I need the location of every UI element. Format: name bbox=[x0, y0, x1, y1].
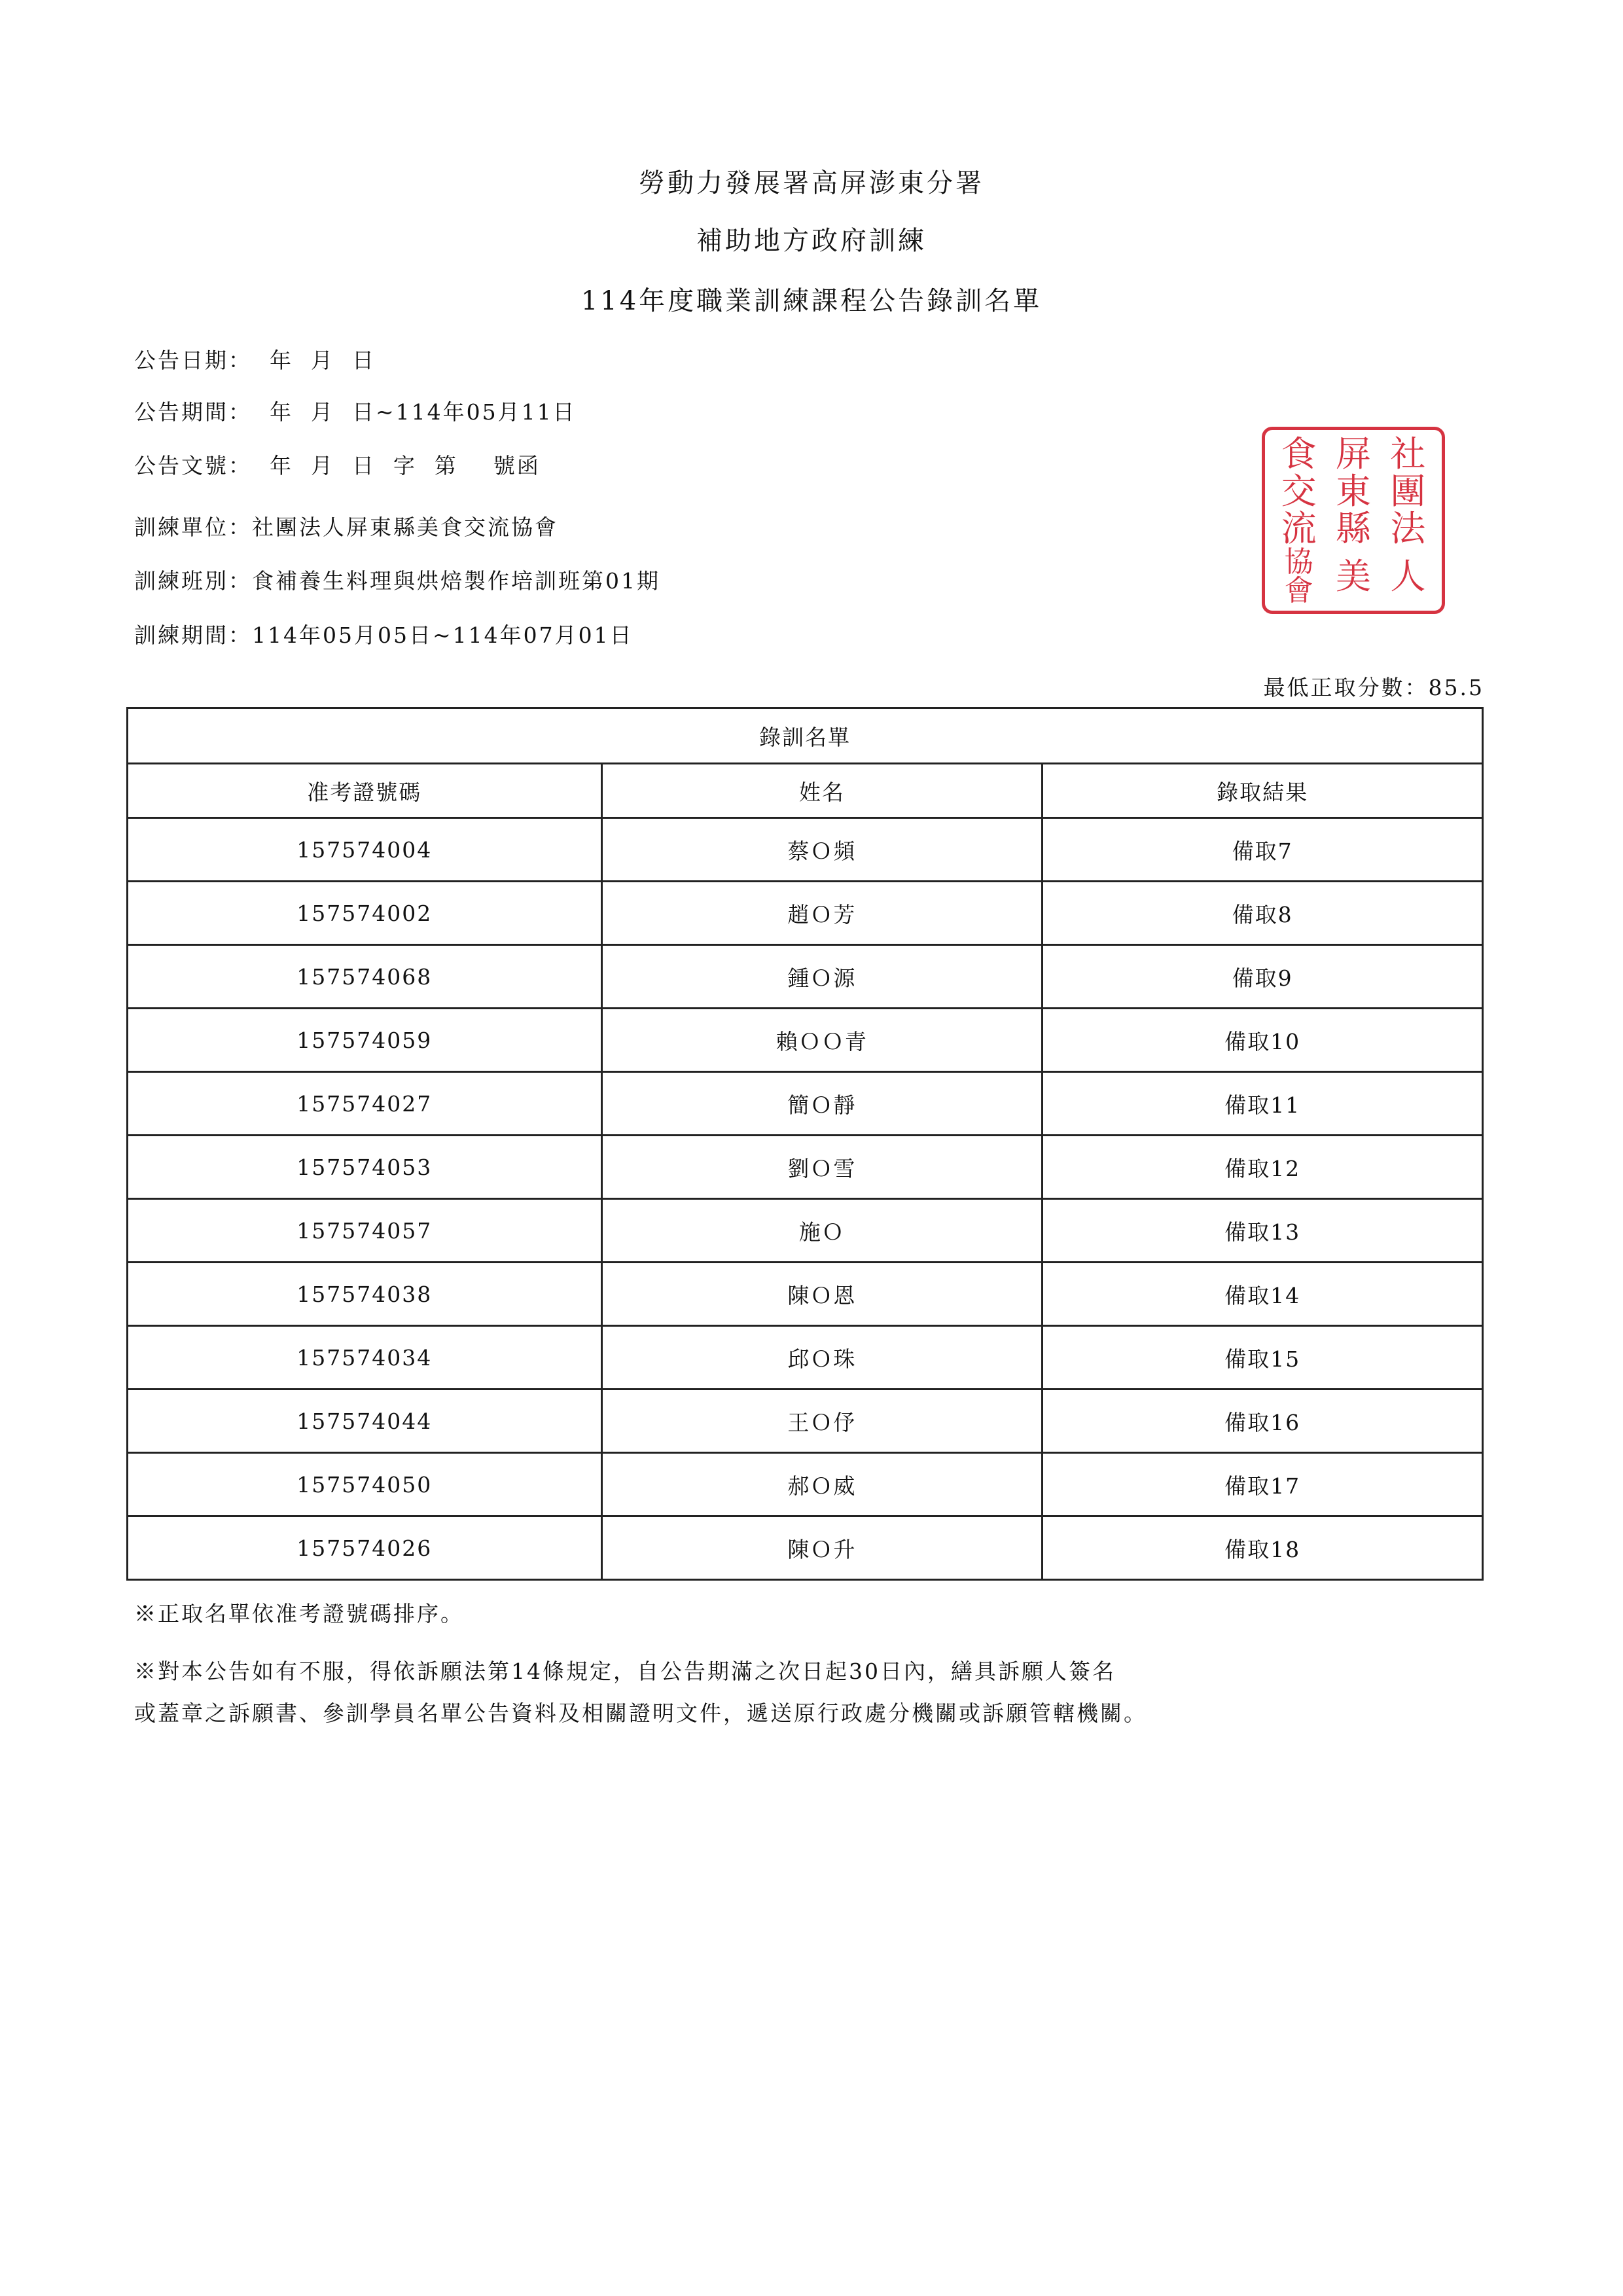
table-row bbox=[128, 1326, 1483, 1390]
announce-period: 公告期間： 年 月 日~114年05月11日 bbox=[134, 399, 577, 425]
exam-number-cell: 157574050 bbox=[128, 1453, 602, 1516]
name-cell: 賴ＯＯ青 bbox=[601, 1009, 1043, 1072]
official-seal-stamp bbox=[1262, 427, 1445, 614]
note-appeal-line1: ※對本公告如有不服，得依訴願法第14條規定，自公告期滿之次日起30日內，繕具訴願人簽名 bbox=[134, 1659, 1116, 1684]
exam-number-cell: 157574057 bbox=[128, 1199, 602, 1263]
result-cell: 備取7 bbox=[1043, 818, 1483, 882]
admission-list-table bbox=[126, 707, 1484, 1581]
exam-number-cell: 157574038 bbox=[128, 1263, 602, 1326]
table-row bbox=[128, 882, 1483, 945]
table-row bbox=[128, 1072, 1483, 1136]
table-row bbox=[128, 818, 1483, 882]
seal-char: 社 bbox=[1390, 433, 1426, 475]
result-cell: 備取11 bbox=[1043, 1072, 1483, 1136]
exam-number-cell: 157574059 bbox=[128, 1009, 602, 1072]
training-unit: 訓練單位：社團法人屏東縣美食交流協會 bbox=[134, 514, 558, 540]
result-cell: 備取10 bbox=[1043, 1009, 1483, 1072]
seal-char: 東 bbox=[1336, 470, 1371, 512]
column-header-result: 錄取結果 bbox=[1043, 764, 1483, 818]
exam-number-cell: 157574034 bbox=[128, 1326, 602, 1390]
name-cell: 蔡Ｏ頻 bbox=[601, 818, 1043, 882]
name-cell: 施Ｏ bbox=[601, 1199, 1043, 1263]
seal-char: 屏 bbox=[1336, 433, 1371, 475]
result-cell: 備取14 bbox=[1043, 1263, 1483, 1326]
result-cell: 備取8 bbox=[1043, 882, 1483, 945]
seal-char: 交 bbox=[1281, 470, 1317, 512]
result-cell: 備取12 bbox=[1043, 1136, 1483, 1199]
table-row bbox=[128, 1136, 1483, 1199]
document-title-list: 114年度職業訓練課程公告錄訓名單 bbox=[580, 286, 1043, 316]
exam-number-cell: 157574004 bbox=[128, 818, 602, 882]
result-cell: 備取16 bbox=[1043, 1390, 1483, 1453]
exam-number-cell: 157574068 bbox=[128, 945, 602, 1009]
table-row bbox=[128, 1516, 1483, 1580]
seal-char: 法 bbox=[1390, 508, 1426, 550]
seal-char: 協會 bbox=[1284, 545, 1313, 607]
announce-date: 公告日期： 年 月 日 bbox=[134, 348, 376, 373]
name-cell: 郝Ｏ威 bbox=[601, 1453, 1043, 1516]
table-row bbox=[128, 1390, 1483, 1453]
name-cell: 邱Ｏ珠 bbox=[601, 1326, 1043, 1390]
table-row bbox=[128, 1453, 1483, 1516]
table-caption: 錄訓名單 bbox=[128, 708, 1483, 764]
table-row bbox=[128, 1199, 1483, 1263]
name-cell: 簡Ｏ靜 bbox=[601, 1072, 1043, 1136]
seal-char: 人 bbox=[1390, 555, 1426, 597]
note-sort-order: ※正取名單依准考證號碼排序。 bbox=[134, 1601, 464, 1626]
minimum-admission-score: 最低正取分數：85.5 bbox=[1263, 675, 1484, 700]
result-cell: 備取15 bbox=[1043, 1326, 1483, 1390]
table-body bbox=[128, 818, 1483, 1580]
name-cell: 鍾Ｏ源 bbox=[601, 945, 1043, 1009]
table-row bbox=[128, 1009, 1483, 1072]
exam-number-cell: 157574002 bbox=[128, 882, 602, 945]
announce-doc-number: 公告文號： 年 月 日 字 第 號函 bbox=[134, 453, 541, 478]
seal-char: 流 bbox=[1281, 508, 1317, 550]
document-title-program: 補助地方政府訓練 bbox=[696, 226, 927, 256]
note-appeal-line2: 或蓋章之訴願書、參訓學員名單公告資料及相關證明文件，遞送原行政處分機關或訴願管轄機關。 bbox=[134, 1700, 1147, 1726]
result-cell: 備取9 bbox=[1043, 945, 1483, 1009]
exam-number-cell: 157574027 bbox=[128, 1072, 602, 1136]
document-title-agency: 勞動力發展署高屏澎東分署 bbox=[639, 168, 984, 198]
result-cell: 備取17 bbox=[1043, 1453, 1483, 1516]
name-cell: 趙Ｏ芳 bbox=[601, 882, 1043, 945]
result-cell: 備取13 bbox=[1043, 1199, 1483, 1263]
name-cell: 陳Ｏ升 bbox=[601, 1516, 1043, 1580]
seal-char: 美 bbox=[1336, 555, 1371, 597]
column-header-exam-number: 准考證號碼 bbox=[128, 764, 602, 818]
seal-char: 食 bbox=[1281, 433, 1317, 475]
exam-number-cell: 157574053 bbox=[128, 1136, 602, 1199]
seal-char: 團 bbox=[1390, 470, 1426, 512]
training-class: 訓練班別：食補養生料理與烘焙製作培訓班第01期 bbox=[134, 568, 660, 594]
column-header-name: 姓名 bbox=[601, 764, 1043, 818]
table-row bbox=[128, 1263, 1483, 1326]
name-cell: 陳Ｏ恩 bbox=[601, 1263, 1043, 1326]
exam-number-cell: 157574044 bbox=[128, 1390, 602, 1453]
training-period: 訓練期間：114年05月05日~114年07月01日 bbox=[134, 622, 633, 648]
name-cell: 劉Ｏ雪 bbox=[601, 1136, 1043, 1199]
name-cell: 王Ｏ伃 bbox=[601, 1390, 1043, 1453]
seal-char: 縣 bbox=[1336, 508, 1371, 550]
table-row bbox=[128, 945, 1483, 1009]
exam-number-cell: 157574026 bbox=[128, 1516, 602, 1580]
result-cell: 備取18 bbox=[1043, 1516, 1483, 1580]
